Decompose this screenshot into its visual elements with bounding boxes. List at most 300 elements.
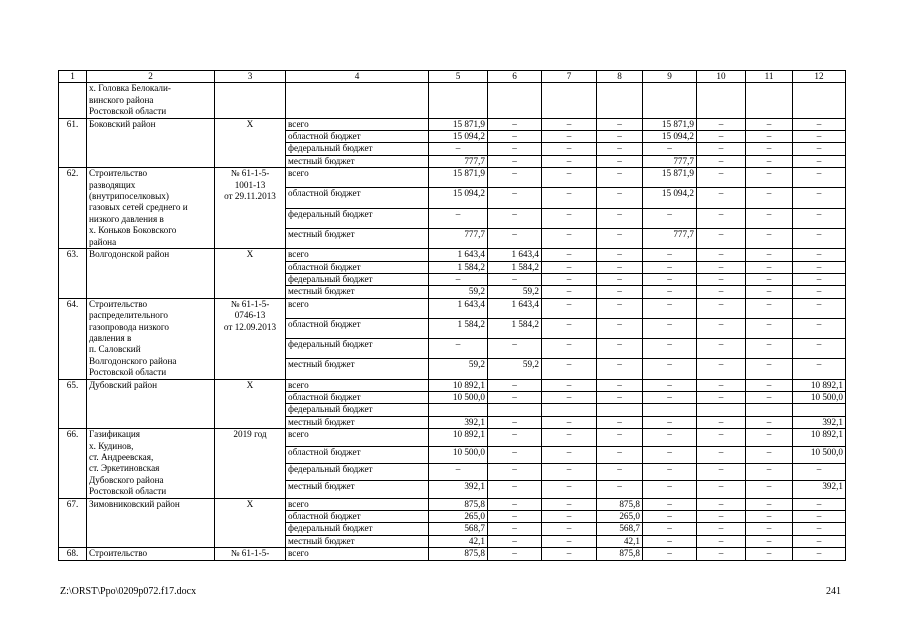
value-cell: – — [746, 481, 793, 498]
value-cell: – — [488, 143, 542, 155]
value-cell: – — [488, 168, 542, 188]
value-cell: – — [542, 249, 597, 261]
value-cell: – — [643, 481, 697, 498]
header-cell: 8 — [597, 71, 643, 83]
funding-source-cell: всего — [286, 249, 429, 261]
project-code-cell: Х — [215, 249, 286, 299]
value-cell: – — [697, 379, 746, 391]
value-cell: – — [597, 429, 643, 446]
value-cell: 1 643,4 — [429, 249, 488, 261]
value-cell: – — [746, 155, 793, 167]
value-cell: 265,0 — [597, 511, 643, 523]
value-cell: – — [793, 359, 846, 379]
value-cell: – — [597, 188, 643, 208]
value-cell: – — [643, 318, 697, 338]
value-cell: – — [597, 228, 643, 248]
value-cell: – — [542, 429, 597, 446]
value-cell: – — [542, 511, 597, 523]
value-cell — [697, 404, 746, 416]
value-cell: – — [697, 359, 746, 379]
row-number-cell: 62. — [59, 168, 87, 249]
value-cell: – — [793, 286, 846, 298]
value-cell: – — [746, 498, 793, 510]
value-cell: – — [746, 318, 793, 338]
value-cell: 875,8 — [597, 548, 643, 560]
value-cell — [597, 83, 643, 118]
project-code-cell — [215, 83, 286, 118]
funding-source-cell: областной бюджет — [286, 188, 429, 208]
value-cell: – — [542, 391, 597, 403]
value-cell: 42,1 — [429, 535, 488, 547]
value-cell: – — [697, 168, 746, 188]
row-number-cell: 61. — [59, 118, 87, 168]
row-number-cell: 65. — [59, 379, 87, 429]
value-cell: – — [542, 261, 597, 273]
value-cell: 875,8 — [429, 498, 488, 510]
value-cell: – — [542, 286, 597, 298]
value-cell: – — [697, 228, 746, 248]
value-cell: – — [597, 286, 643, 298]
value-cell: 15 871,9 — [429, 118, 488, 130]
project-name-cell: х. Головка Белокали- винского района Ростовской области — [87, 83, 215, 118]
funding-source-cell: местный бюджет — [286, 228, 429, 248]
value-cell: – — [597, 463, 643, 480]
value-cell: – — [542, 208, 597, 228]
table-row — [59, 379, 846, 391]
value-cell: – — [643, 143, 697, 155]
value-cell: – — [793, 463, 846, 480]
value-cell: 875,8 — [597, 498, 643, 510]
value-cell: – — [697, 208, 746, 228]
value-cell — [429, 404, 488, 416]
funding-source-cell: местный бюджет — [286, 286, 429, 298]
value-cell: – — [542, 379, 597, 391]
value-cell: – — [793, 498, 846, 510]
value-cell: – — [597, 155, 643, 167]
project-name-cell: Строительство распределительного газопровода низкого давления в п. Саловский Волгодонского района Ростовской области — [87, 298, 215, 379]
value-cell: – — [488, 416, 542, 428]
value-cell: – — [488, 188, 542, 208]
value-cell: – — [746, 286, 793, 298]
value-cell: – — [746, 143, 793, 155]
project-name-cell: Дубовский район — [87, 379, 215, 429]
funding-source-cell: федеральный бюджет — [286, 523, 429, 535]
funding-source-cell: федеральный бюджет — [286, 463, 429, 480]
project-name-cell: Газификация х. Кудинов, ст. Андреевская, ст. Эркетиновская Дубовского района Ростовской области — [87, 429, 215, 498]
value-cell: – — [697, 446, 746, 463]
value-cell: – — [793, 511, 846, 523]
value-cell: – — [643, 391, 697, 403]
value-cell — [286, 83, 429, 118]
value-cell: – — [746, 379, 793, 391]
value-cell: – — [429, 143, 488, 155]
project-code-cell: № 61-1-5- 1001-13 от 29.11.2013 — [215, 168, 286, 249]
value-cell: – — [746, 208, 793, 228]
value-cell: – — [697, 511, 746, 523]
value-cell: – — [697, 535, 746, 547]
value-cell: – — [793, 208, 846, 228]
funding-source-cell: всего — [286, 548, 429, 560]
value-cell: – — [643, 339, 697, 359]
value-cell: – — [542, 155, 597, 167]
value-cell: 10 892,1 — [429, 429, 488, 446]
header-cell: 3 — [215, 71, 286, 83]
value-cell: – — [793, 273, 846, 285]
value-cell: – — [697, 286, 746, 298]
value-cell: – — [697, 118, 746, 130]
funding-source-cell: всего — [286, 298, 429, 318]
value-cell: – — [643, 511, 697, 523]
value-cell: – — [597, 273, 643, 285]
funding-source-cell: областной бюджет — [286, 391, 429, 403]
value-cell: – — [746, 188, 793, 208]
value-cell: – — [746, 261, 793, 273]
project-code-cell: № 61-1-5- — [215, 548, 286, 560]
value-cell: – — [746, 446, 793, 463]
value-cell: – — [697, 523, 746, 535]
value-cell — [429, 83, 488, 118]
value-cell: – — [746, 359, 793, 379]
value-cell: – — [793, 523, 846, 535]
value-cell: 15 871,9 — [643, 168, 697, 188]
value-cell: – — [697, 498, 746, 510]
value-cell: – — [488, 498, 542, 510]
value-cell: – — [746, 523, 793, 535]
column-number-header — [59, 71, 846, 83]
header-cell: 1 — [59, 71, 87, 83]
value-cell: – — [542, 548, 597, 560]
funding-source-cell: местный бюджет — [286, 481, 429, 498]
value-cell: – — [793, 298, 846, 318]
value-cell: – — [793, 535, 846, 547]
value-cell: – — [643, 416, 697, 428]
value-cell: 1 584,2 — [429, 261, 488, 273]
value-cell: 10 500,0 — [429, 446, 488, 463]
project-name-cell: Боковский район — [87, 118, 215, 168]
funding-source-cell: всего — [286, 379, 429, 391]
value-cell: – — [597, 379, 643, 391]
value-cell: – — [597, 143, 643, 155]
project-name-cell: Волгодонской район — [87, 249, 215, 299]
funding-source-cell: областной бюджет — [286, 261, 429, 273]
value-cell: – — [643, 359, 697, 379]
project-code-cell: № 61-1-5- 0746-13 от 12.09.2013 — [215, 298, 286, 379]
table-row — [59, 429, 846, 446]
value-cell: – — [488, 523, 542, 535]
value-cell: – — [542, 339, 597, 359]
value-cell — [643, 83, 697, 118]
value-cell: – — [746, 168, 793, 188]
funding-source-cell: областной бюджет — [286, 131, 429, 143]
value-cell: – — [793, 155, 846, 167]
value-cell: – — [542, 228, 597, 248]
value-cell: 568,7 — [597, 523, 643, 535]
value-cell: 10 892,1 — [429, 379, 488, 391]
value-cell: – — [597, 208, 643, 228]
value-cell: 1 643,4 — [429, 298, 488, 318]
value-cell: 15 094,2 — [643, 131, 697, 143]
row-number-cell: 63. — [59, 249, 87, 299]
budget-table — [58, 70, 846, 561]
funding-source-cell: всего — [286, 118, 429, 130]
value-cell: – — [643, 208, 697, 228]
value-cell: 10 500,0 — [793, 446, 846, 463]
value-cell: 59,2 — [429, 359, 488, 379]
value-cell: – — [488, 391, 542, 403]
row-number-cell: 64. — [59, 298, 87, 379]
value-cell: – — [746, 118, 793, 130]
value-cell: – — [643, 429, 697, 446]
row-number-cell: 67. — [59, 498, 87, 548]
funding-source-cell: федеральный бюджет — [286, 208, 429, 228]
value-cell: – — [597, 391, 643, 403]
value-cell: – — [746, 463, 793, 480]
value-cell: – — [746, 249, 793, 261]
header-cell: 7 — [542, 71, 597, 83]
value-cell: 42,1 — [597, 535, 643, 547]
value-cell: 777,7 — [429, 155, 488, 167]
value-cell: – — [643, 249, 697, 261]
funding-source-cell: местный бюджет — [286, 535, 429, 547]
value-cell: – — [697, 416, 746, 428]
value-cell — [542, 83, 597, 118]
value-cell: – — [542, 463, 597, 480]
value-cell: 392,1 — [793, 416, 846, 428]
value-cell — [488, 83, 542, 118]
header-cell: 6 — [488, 71, 542, 83]
value-cell: – — [697, 143, 746, 155]
value-cell: – — [488, 339, 542, 359]
value-cell: – — [488, 155, 542, 167]
value-cell: – — [488, 131, 542, 143]
value-cell: 777,7 — [429, 228, 488, 248]
value-cell: – — [429, 208, 488, 228]
value-cell — [488, 404, 542, 416]
project-code-cell: 2019 год — [215, 429, 286, 498]
value-cell: – — [746, 511, 793, 523]
table-row — [59, 118, 846, 130]
value-cell: – — [643, 273, 697, 285]
value-cell: – — [643, 523, 697, 535]
value-cell: 1 584,2 — [488, 318, 542, 338]
value-cell: – — [697, 318, 746, 338]
value-cell: – — [746, 391, 793, 403]
row-number-cell: 66. — [59, 429, 87, 498]
value-cell: – — [793, 548, 846, 560]
footer-page-number: 241 — [826, 586, 841, 597]
value-cell: – — [488, 446, 542, 463]
value-cell: – — [793, 339, 846, 359]
value-cell: – — [429, 273, 488, 285]
table-row — [59, 498, 846, 510]
value-cell: – — [697, 273, 746, 285]
value-cell: – — [542, 318, 597, 338]
value-cell — [793, 83, 846, 118]
funding-source-cell: федеральный бюджет — [286, 273, 429, 285]
value-cell: – — [597, 249, 643, 261]
project-name-cell: Строительство разводящих (внутрипоселковых) газовых сетей среднего и низкого давления в х. Коньков Боковского района — [87, 168, 215, 249]
funding-source-cell: местный бюджет — [286, 416, 429, 428]
project-code-cell: Х — [215, 498, 286, 548]
value-cell: – — [542, 446, 597, 463]
value-cell: – — [746, 535, 793, 547]
value-cell: 392,1 — [429, 416, 488, 428]
value-cell: 10 500,0 — [793, 391, 846, 403]
value-cell: – — [597, 481, 643, 498]
value-cell: 59,2 — [488, 286, 542, 298]
value-cell: 1 643,4 — [488, 298, 542, 318]
value-cell: – — [488, 429, 542, 446]
funding-source-cell: местный бюджет — [286, 359, 429, 379]
value-cell: – — [488, 379, 542, 391]
footer-file-path: Z:\ORST\Ppo\0209p072.f17.docx — [60, 586, 197, 597]
value-cell: 568,7 — [429, 523, 488, 535]
value-cell: – — [746, 228, 793, 248]
value-cell: – — [597, 359, 643, 379]
value-cell: – — [697, 463, 746, 480]
value-cell: – — [488, 511, 542, 523]
value-cell — [697, 83, 746, 118]
value-cell: – — [488, 273, 542, 285]
value-cell: – — [697, 481, 746, 498]
value-cell: – — [542, 188, 597, 208]
value-cell: – — [542, 535, 597, 547]
value-cell: 15 094,2 — [429, 131, 488, 143]
value-cell: – — [597, 261, 643, 273]
value-cell: 1 643,4 — [488, 249, 542, 261]
value-cell: – — [793, 118, 846, 130]
value-cell: 777,7 — [643, 155, 697, 167]
funding-source-cell: областной бюджет — [286, 318, 429, 338]
value-cell: 15 094,2 — [429, 188, 488, 208]
value-cell: – — [542, 359, 597, 379]
project-code-cell: Х — [215, 118, 286, 168]
value-cell: – — [597, 446, 643, 463]
header-cell: 11 — [746, 71, 793, 83]
value-cell: – — [697, 429, 746, 446]
table-body — [59, 71, 846, 561]
value-cell: 777,7 — [643, 228, 697, 248]
value-cell: 875,8 — [429, 548, 488, 560]
value-cell: – — [597, 416, 643, 428]
value-cell — [597, 404, 643, 416]
value-cell: – — [643, 548, 697, 560]
value-cell: 392,1 — [429, 481, 488, 498]
value-cell: – — [643, 498, 697, 510]
value-cell: – — [697, 339, 746, 359]
funding-source-cell: всего — [286, 498, 429, 510]
value-cell: – — [542, 143, 597, 155]
value-cell: – — [697, 131, 746, 143]
value-cell: – — [488, 208, 542, 228]
funding-source-cell: областной бюджет — [286, 446, 429, 463]
funding-source-cell: федеральный бюджет — [286, 339, 429, 359]
value-cell: – — [488, 481, 542, 498]
header-cell: 2 — [87, 71, 215, 83]
value-cell: 10 500,0 — [429, 391, 488, 403]
continuation-row — [59, 83, 846, 118]
value-cell: – — [542, 168, 597, 188]
value-cell: – — [643, 298, 697, 318]
funding-source-cell: областной бюджет — [286, 511, 429, 523]
value-cell: – — [597, 318, 643, 338]
value-cell: – — [643, 446, 697, 463]
value-cell: – — [697, 188, 746, 208]
value-cell — [746, 404, 793, 416]
value-cell: – — [643, 379, 697, 391]
value-cell: – — [793, 188, 846, 208]
project-name-cell: Строительство — [87, 548, 215, 560]
value-cell: – — [793, 228, 846, 248]
value-cell: – — [697, 261, 746, 273]
value-cell: – — [597, 339, 643, 359]
value-cell: – — [746, 298, 793, 318]
funding-source-cell: всего — [286, 429, 429, 446]
value-cell: – — [793, 143, 846, 155]
value-cell: 15 871,9 — [429, 168, 488, 188]
value-cell: – — [746, 131, 793, 143]
header-cell: 5 — [429, 71, 488, 83]
value-cell: – — [488, 228, 542, 248]
table-row — [59, 298, 846, 318]
value-cell: 1 584,2 — [429, 318, 488, 338]
value-cell: – — [746, 339, 793, 359]
value-cell: – — [643, 286, 697, 298]
value-cell: – — [793, 168, 846, 188]
value-cell: – — [597, 298, 643, 318]
value-cell: – — [542, 416, 597, 428]
project-code-cell: Х — [215, 379, 286, 429]
value-cell: – — [643, 535, 697, 547]
value-cell: – — [746, 548, 793, 560]
row-number-cell: 68. — [59, 548, 87, 560]
value-cell — [542, 404, 597, 416]
header-cell: 12 — [793, 71, 846, 83]
value-cell: – — [746, 273, 793, 285]
value-cell: – — [542, 481, 597, 498]
funding-source-cell: местный бюджет — [286, 155, 429, 167]
value-cell: – — [542, 131, 597, 143]
funding-source-cell: всего — [286, 168, 429, 188]
table-row — [59, 548, 846, 560]
value-cell: – — [488, 118, 542, 130]
value-cell: 392,1 — [793, 481, 846, 498]
value-cell: – — [746, 416, 793, 428]
value-cell: – — [643, 463, 697, 480]
value-cell: – — [793, 261, 846, 273]
funding-source-cell: федеральный бюджет — [286, 143, 429, 155]
value-cell: – — [542, 118, 597, 130]
value-cell: – — [429, 339, 488, 359]
value-cell: – — [697, 249, 746, 261]
table-row — [59, 168, 846, 188]
funding-source-cell: федеральный бюджет — [286, 404, 429, 416]
value-cell: 59,2 — [488, 359, 542, 379]
project-name-cell: Зимовниковский район — [87, 498, 215, 548]
value-cell: – — [697, 391, 746, 403]
value-cell: – — [488, 535, 542, 547]
value-cell: – — [643, 261, 697, 273]
value-cell: 10 892,1 — [793, 379, 846, 391]
value-cell: – — [597, 168, 643, 188]
value-cell: – — [542, 523, 597, 535]
value-cell: 15 871,9 — [643, 118, 697, 130]
table-row — [59, 249, 846, 261]
value-cell: – — [793, 318, 846, 338]
value-cell: – — [429, 463, 488, 480]
value-cell: – — [793, 249, 846, 261]
row-number-cell — [59, 83, 87, 118]
